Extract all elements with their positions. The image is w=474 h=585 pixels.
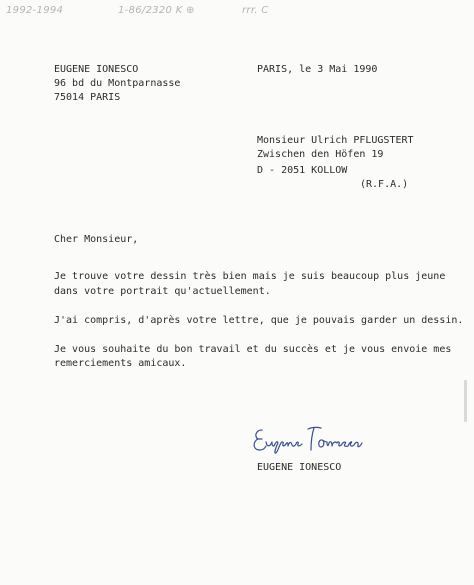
archive-note-date-range: 1992-1994 xyxy=(6,5,64,16)
typed-signature-name: EUGENE IONESCO xyxy=(257,462,342,473)
archive-note-marker: rrr. C xyxy=(242,5,269,16)
handwritten-signature xyxy=(248,420,378,460)
paragraph-3-line-2: remerciements amicaux. xyxy=(54,358,187,369)
sender-city: 75014 PARIS xyxy=(54,92,121,103)
salutation: Cher Monsieur, xyxy=(54,234,139,245)
paragraph-1-line-1: Je trouve votre dessin très bien mais je suis beaucoup plus jeune xyxy=(54,271,446,282)
recipient-name: Monsieur Ulrich PFLUGSTERT xyxy=(257,135,414,146)
paragraph-2: J'ai compris, d'après votre lettre, que je pouvais garder un dessin. xyxy=(54,315,464,326)
archive-pencil-notes xyxy=(6,3,466,23)
archive-note-reference: 1-86/2320 K ⊕ xyxy=(118,5,195,16)
letter-date: PARIS, le 3 Mai 1990 xyxy=(257,64,378,75)
recipient-city: D - 2051 KOLLOW xyxy=(257,165,348,176)
paper-edge-mark xyxy=(464,380,467,422)
recipient-street: Zwischen den Höfen 19 xyxy=(257,149,384,160)
recipient-country: (R.F.A.) xyxy=(360,179,409,190)
paragraph-3-line-1: Je vous souhaite du bon travail et du succès et je vous envoie mes xyxy=(54,344,452,355)
sender-name: EUGENE IONESCO xyxy=(54,64,139,75)
paragraph-1-line-2: dans votre portrait qu'actuellement. xyxy=(54,286,271,297)
sender-street: 96 bd du Montparnasse xyxy=(54,78,181,89)
signature-ink xyxy=(248,420,378,460)
